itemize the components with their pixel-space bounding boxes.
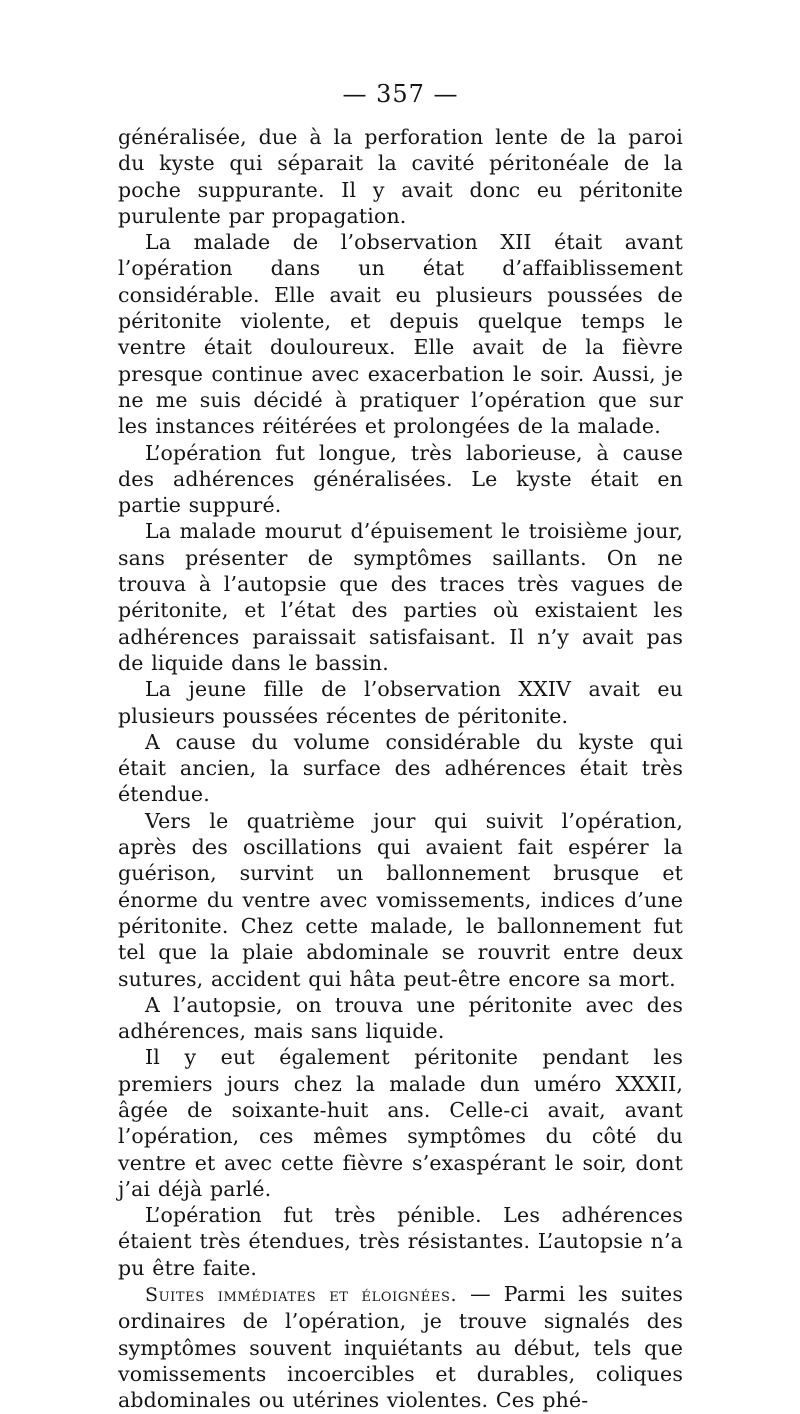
- paragraph-8: A l’autopsie, on trouva une péritonite avec des adhérences, mais sans liquide.: [118, 992, 683, 1044]
- section-heading: Suites immédiates et éloignées.: [145, 1284, 458, 1307]
- book-page: [118, 78, 683, 1414]
- page-number: — 357 —: [342, 80, 459, 108]
- paragraph-2: La malade de l’observation XII était avant l’opération dans un état d’affaiblissement considérable. Elle avait eu plusieurs poussées de péritonite violente, et depuis quelque temps le ventre était douloureux. Elle avait de la fièvre presque continue avec exacerbation le soir. Aussi, je ne me suis décidé à pratiquer l’opération que sur les instances réitérées et prolongées de la malade.: [118, 230, 683, 439]
- section-text: — Parmi les suites ordinaires de l’opération, je trouve signalés des symptômes souvent inquiétants au début, tels que vomissements incoercibles et durables, coliques abdominales ou utérines violentes. Ces phé-: [118, 1282, 683, 1413]
- paragraph-5: La jeune fille de l’observation XXIV avait eu plusieurs poussées récentes de péritonite.: [118, 677, 683, 728]
- paragraph-3: L’opération fut longue, très laborieuse, à cause des adhérences généralisées. Le kyste était en partie suppuré.: [118, 440, 683, 518]
- paragraph-1: généralisée, due à la perforation lente de la paroi du kyste qui séparait la cavité péritonéale de la poche suppurante. Il y avait donc eu péritonite purulente par propagation.: [118, 125, 683, 228]
- paragraph-4: La malade mourut d’épuisement le troisième jour, sans présenter de symptômes saillants. On ne trouva à l’autopsie que des traces très vagues de péritonite, et l’état des parties où existaient les adhérences paraissait satisfaisant. Il n’y avait pas de liquide dans le bassin.: [118, 519, 683, 675]
- paragraph-9: Il y eut également péritonite pendant les premiers jours chez la malade dun uméro XXXII, âgée de soixante-huit ans. Celle-ci avait, avant l’opération, ces mêmes symptômes du côté du ventre et avec cette fièvre s’exaspérant le soir, dont j’ai déjà parlé.: [118, 1045, 683, 1201]
- paragraph-11: [118, 1281, 683, 1413]
- paragraph-7: Vers le quatrième jour qui suivit l’opération, après des oscillations qui avaient fait espérer la guérison, survint un ballonnement brusque et énorme du ventre avec vomissements, indices d’une péritonite. Chez cette malade, le ballonnement fut tel que la plaie abdominale se rouvrit entre deux sutures, accident qui hâta peut-être encore sa mort.: [118, 808, 683, 991]
- paragraph-6: A cause du volume considérable du kyste qui était ancien, la surface des adhérences était très étendue.: [118, 729, 683, 807]
- paragraph-10: L’opération fut très pénible. Les adhérences étaient très étendues, très résistantes. L’autopsie n’a pu être faite.: [118, 1203, 683, 1280]
